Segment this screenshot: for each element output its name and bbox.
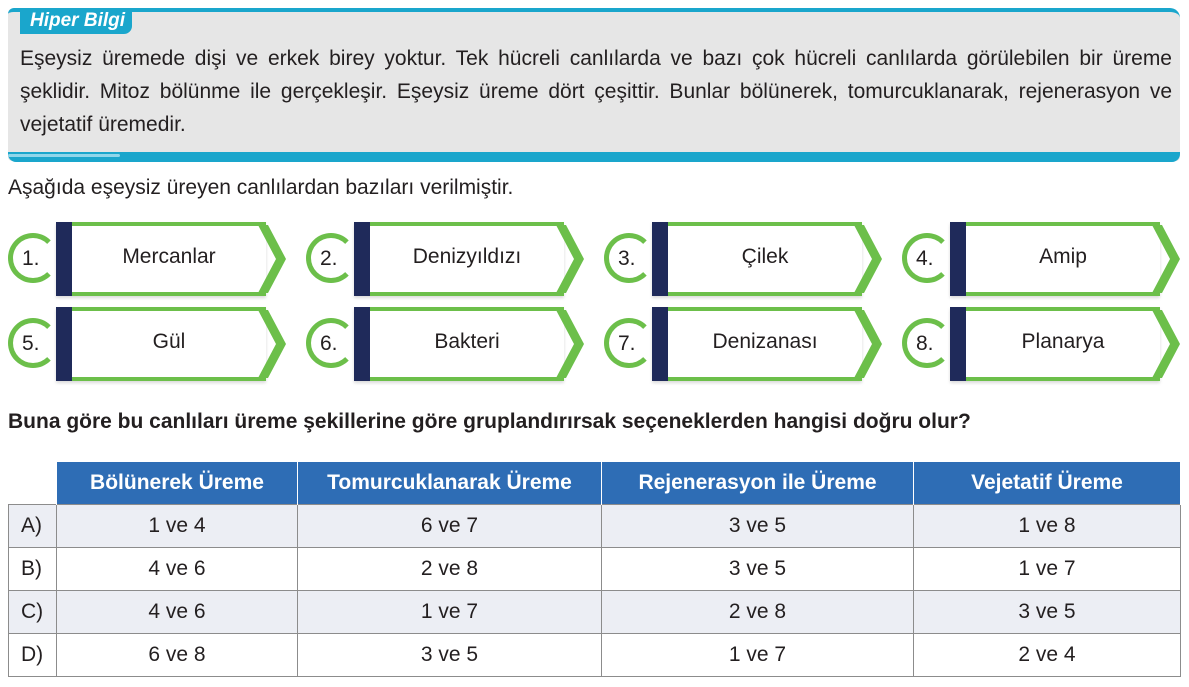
organism-card-8 [902, 307, 1180, 381]
organism-name: Bakteri [434, 330, 500, 353]
organism-number: 1. [22, 247, 40, 270]
table-cell: 6 ve 7 [298, 504, 602, 547]
table-row[interactable] [9, 504, 1181, 547]
organism-name: Denizyıldızı [412, 245, 522, 268]
option-label[interactable]: C) [9, 590, 57, 633]
card-bar [652, 222, 668, 296]
organism-card-2 [306, 222, 584, 296]
table-cell: 4 ve 6 [57, 590, 298, 633]
chevron-right-icon [252, 225, 286, 293]
organism-number: 3. [618, 247, 636, 270]
organism-card-6 [306, 307, 584, 381]
table-row[interactable] [9, 547, 1181, 590]
info-box-bottom-accent [8, 154, 120, 157]
organism-number: 6. [320, 332, 338, 355]
table-header-row [9, 462, 1181, 504]
table-row[interactable] [9, 633, 1181, 676]
organism-card-1 [8, 222, 286, 296]
table-cell: 2 ve 4 [914, 633, 1181, 676]
organism-name: Mercanlar [122, 245, 216, 268]
column-header: Bölünerek Üreme [57, 462, 298, 504]
info-box-bottom-bar [8, 152, 1180, 162]
chevron-right-icon [252, 310, 286, 378]
chevron-right-icon [1146, 310, 1180, 378]
column-header: Vejetatif Üreme [914, 462, 1181, 504]
table-cell: 3 ve 5 [298, 633, 602, 676]
organism-card-4 [902, 222, 1180, 296]
organism-number: 5. [22, 332, 40, 355]
organism-name: Gül [152, 330, 186, 353]
table-cell: 1 ve 7 [914, 547, 1181, 590]
organism-number: 2. [320, 247, 338, 270]
column-header: Rejenerasyon ile Üreme [602, 462, 914, 504]
chevron-right-icon [848, 310, 882, 378]
card-bar [354, 222, 370, 296]
table-corner [9, 462, 57, 504]
organism-number: 4. [916, 247, 934, 270]
organism-name: Çilek [741, 245, 789, 268]
card-bar [56, 307, 72, 381]
card-bar [652, 307, 668, 381]
card-bar [950, 307, 966, 381]
organism-name: Denizanası [712, 330, 818, 353]
chevron-right-icon [1146, 225, 1180, 293]
table-cell: 2 ve 8 [298, 547, 602, 590]
table-cell: 1 ve 4 [57, 504, 298, 547]
table-cell: 1 ve 7 [298, 590, 602, 633]
table-cell: 6 ve 8 [57, 633, 298, 676]
card-bar [950, 222, 966, 296]
chevron-right-icon [550, 310, 584, 378]
organism-number: 8. [916, 332, 934, 355]
organism-name: Amip [1039, 245, 1087, 268]
answer-table [8, 462, 1181, 677]
chevron-right-icon [550, 225, 584, 293]
info-box-title: Hiper Bilgi [20, 8, 132, 34]
table-cell: 4 ve 6 [57, 547, 298, 590]
table-row[interactable] [9, 590, 1181, 633]
table-cell: 3 ve 5 [602, 504, 914, 547]
intro-text: Aşağıda eşeysiz üreyen canlılardan bazıları verilmiştir. [8, 176, 514, 199]
option-label[interactable]: B) [9, 547, 57, 590]
table-cell: 3 ve 5 [602, 547, 914, 590]
organism-card-5 [8, 307, 286, 381]
card-bar [56, 222, 72, 296]
organism-card-7 [604, 307, 882, 381]
organism-card-3 [604, 222, 882, 296]
card-bar [354, 307, 370, 381]
column-header: Tomurcuklanarak Üreme [298, 462, 602, 504]
table-cell: 1 ve 7 [602, 633, 914, 676]
table-cell: 1 ve 8 [914, 504, 1181, 547]
organism-name: Planarya [1021, 330, 1105, 353]
question-text: Buna göre bu canlıları üreme şekillerine göre gruplandırırsak seçeneklerden hangisi doğru olur? [8, 410, 971, 433]
info-box-text: Eşeysiz üremede dişi ve erkek birey yoktur. Tek hücreli canlılarda ve bazı çok hücreli canlılarda görülebilen bir üreme şeklidir. Mitoz bölünme ile gerçekleşir. Eşeysiz üreme dört çeşittir. Bunlar bölünerek, tomurcuklanarak, rejenerasyon ve vejetatif üremedir. [20, 47, 1172, 136]
table-cell: 2 ve 8 [602, 590, 914, 633]
option-label[interactable]: A) [9, 504, 57, 547]
table-cell: 3 ve 5 [914, 590, 1181, 633]
organism-number: 7. [618, 332, 636, 355]
option-label[interactable]: D) [9, 633, 57, 676]
chevron-right-icon [848, 225, 882, 293]
